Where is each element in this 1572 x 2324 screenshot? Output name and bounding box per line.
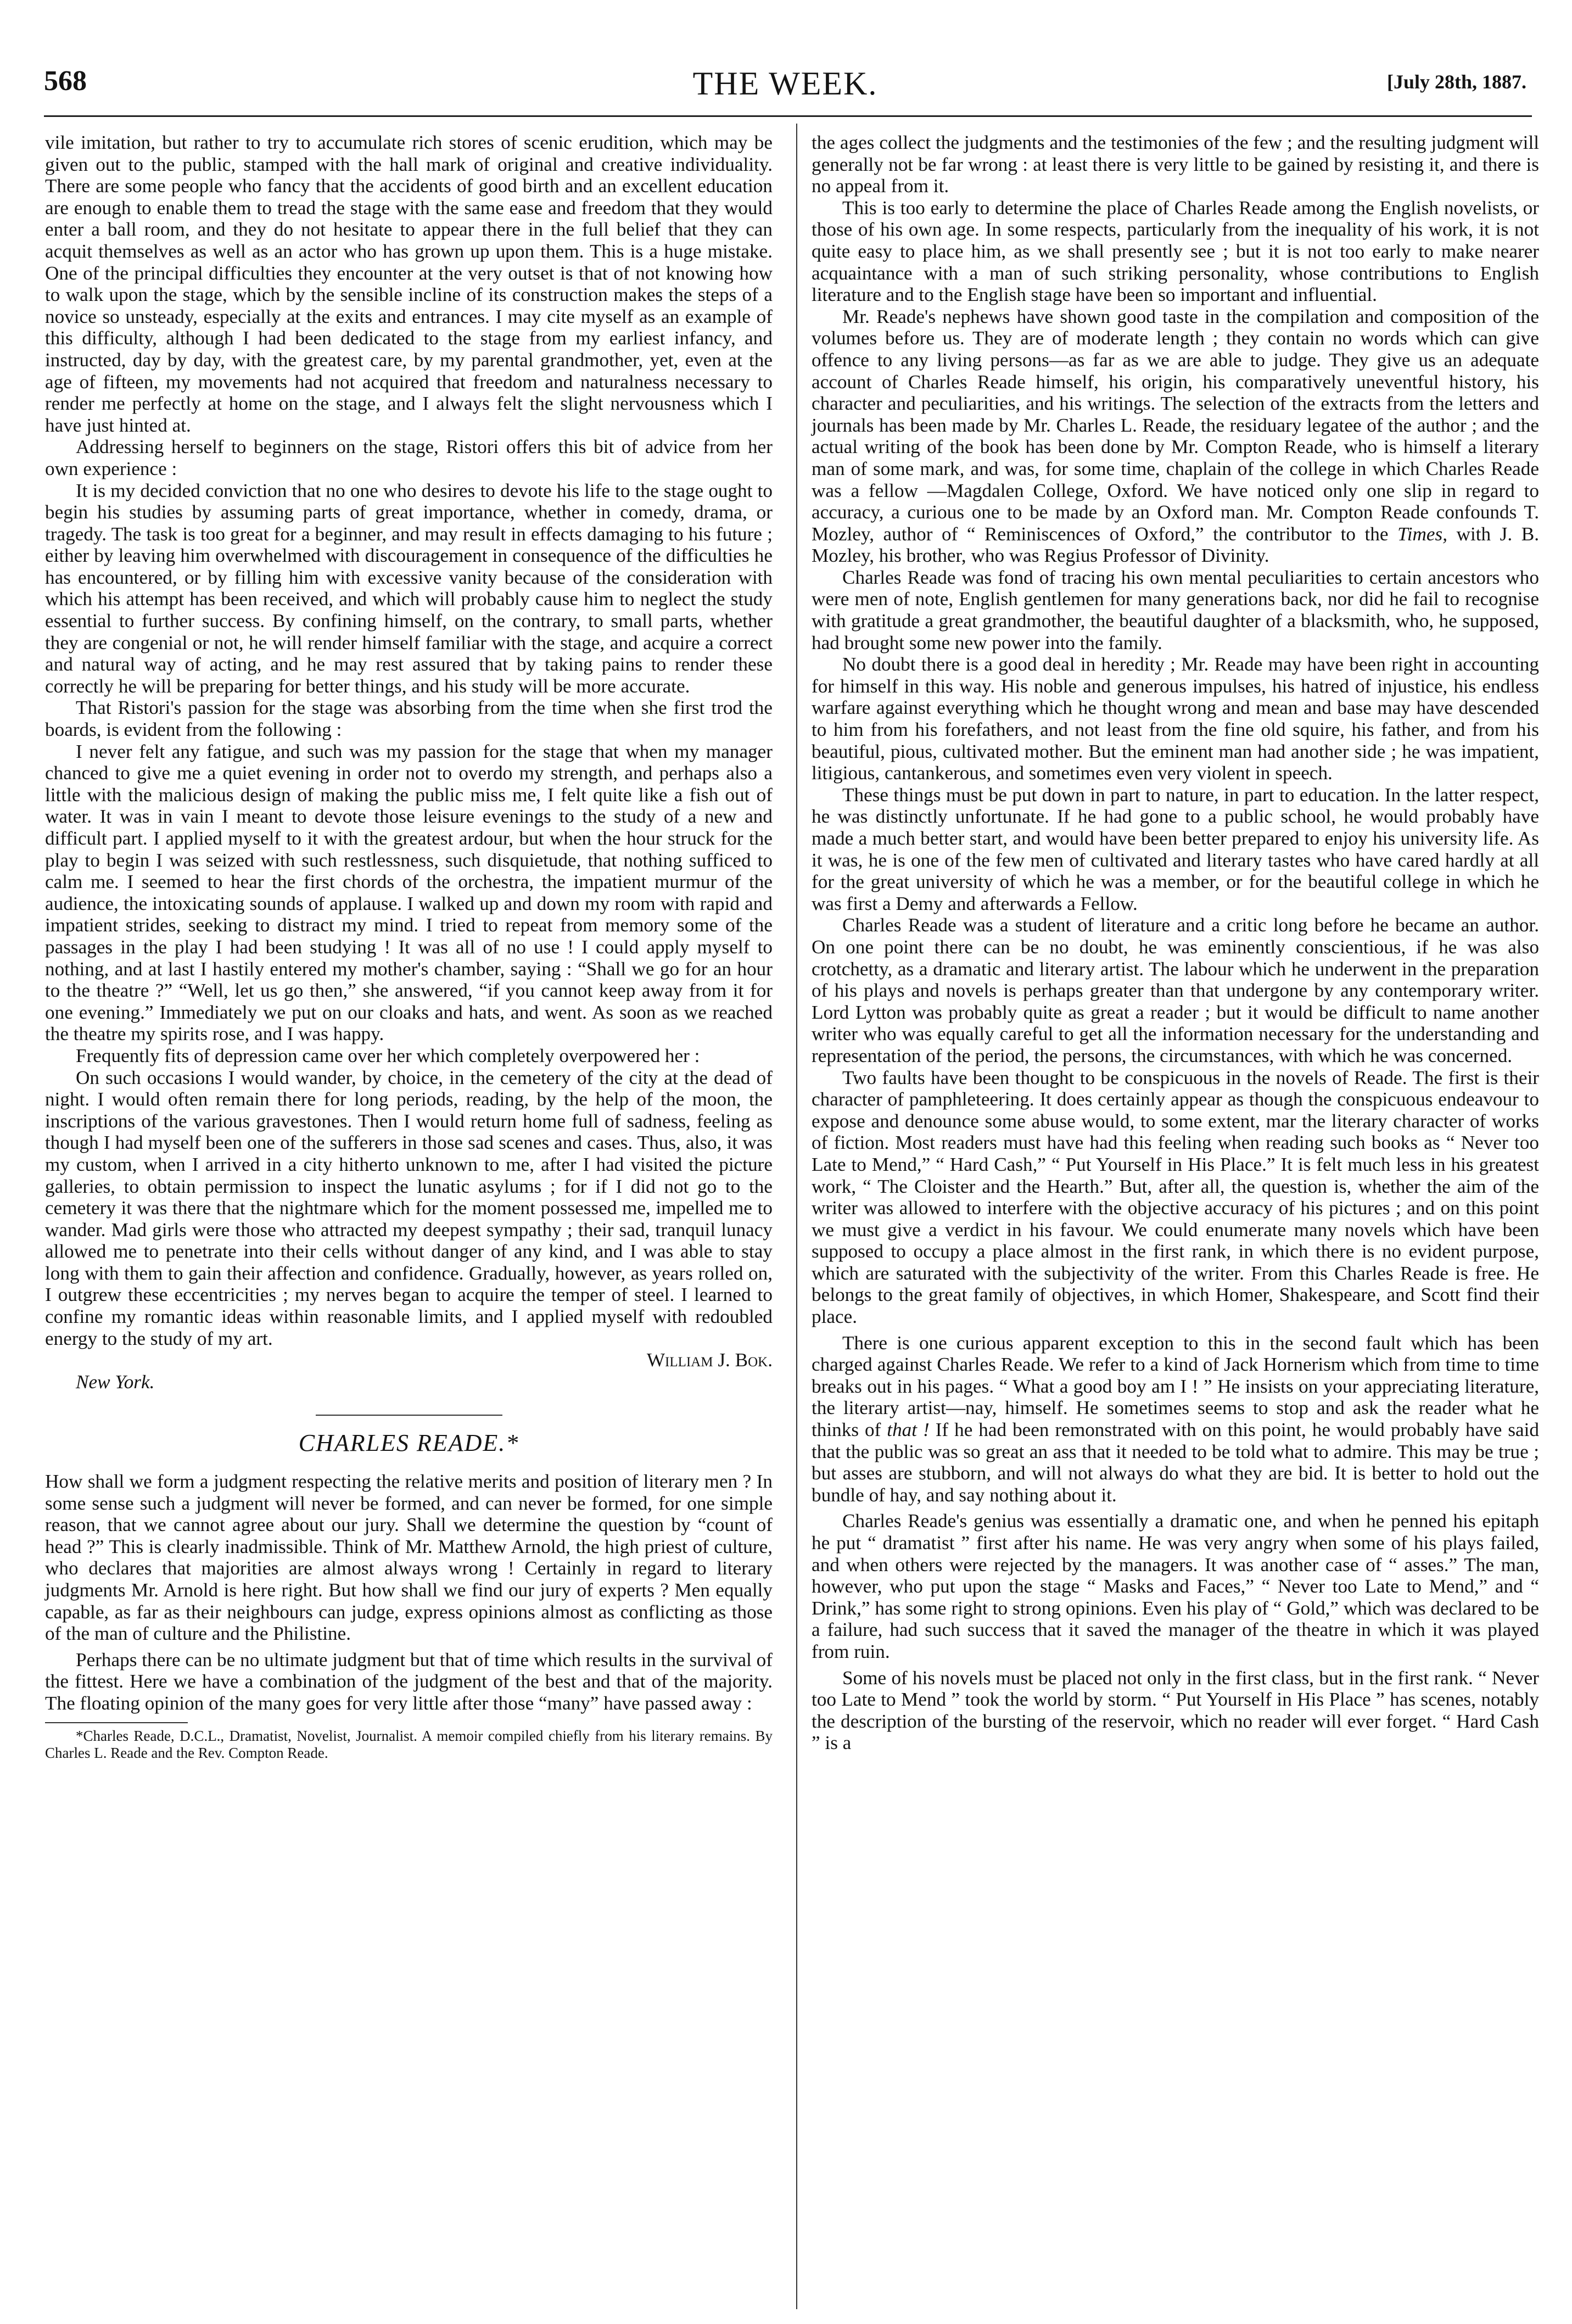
paragraph: Frequently fits of depression came over her which completely overpowered her :: [76, 1044, 700, 1066]
header-rule: [44, 115, 1532, 117]
italic-word: that !: [887, 1419, 930, 1441]
section-rule: [316, 1415, 502, 1416]
article-title: CHARLES READE.*: [298, 1429, 519, 1457]
author-signature: William J. Bok.: [646, 1349, 773, 1371]
footnote: *Charles Reade, D.C.L., Dramatist, Novelist, Journalist. A memoir compiled chiefly from his literary remains. By Charles L. Reade and the Rev. Compton Reade.: [45, 1727, 773, 1761]
text-run: There is one curious apparent exception to this in the second fault which has been charged against Charles Reade. We refer to a kind of Jack Hornerism which from time to time breaks out in his pages. “ What a good boy am I ! ” He insists on your appreciating literature, the literary artist—nay, himself. He sometimes seems to stop and ask the reader what he thinks of: [812, 1332, 1539, 1441]
paragraph: Charles Reade was a student of literature and a critic long before he became an author. On one point there can be no doubt, he was eminently conscientious, if he was also crotchetty, as a dramatic and literary artist. The labour which he underwent in the preparation of his plays and novels is perhaps greater than that undergone by any contemporary writer. Lord Lytton was probably quite as great a reader ; but it would be difficult to name another writer who was equally careful to get all the information necessary for the understanding and representation of the period, the persons, the circumstances, with which he was concerned.: [812, 914, 1539, 1066]
text-run: with J. B. Mozley, his brother, who was Regius Professor of Divinity.: [812, 523, 1539, 567]
signature-line: [45, 1349, 773, 1371]
paragraph: [812, 1332, 1539, 1506]
quoted-paragraph: I never felt any fatigue, and such was my passion for the stage that when my manager chanced to give me a quiet evening in order not to overdo my strength, and perhaps also a little with the malicious design of making the public miss me, I felt quite like a fish out of water. It was in vain I meant to devote those leisure evenings to the study of a new and difficult part. I applied myself to it with the greatest ardour, but when the hour struck for the play to begin I was seized with such restlessness, such disquietude, that nothing sufficed to calm me. I seemed to hear the first chords of the orchestra, the impatient murmur of the audience, the intoxicating sounds of applause. I walked up and down my room with rapid and impatient strides, seeking to distract my mind. I tried to repeat from memory some of the passages in the play I had been studying ! It was all of no use ! I could apply myself to nothing, and at last I hastily entered my mother's chamber, saying : “Shall we go for an hour to the theatre ?” “Well, let us go then,” she answered, “if you cannot keep away from it for one evening.” Immediately we put on our cloaks and hats, and went. As soon as we reached the theatre my spirits rose, and I was happy.: [45, 740, 773, 1045]
column-divider: [796, 124, 797, 2309]
paragraph: Perhaps there can be no ultimate judgment but that of time which results in the survival of the fittest. Here we have a combination of the judgment of the best and that of the majority. The floating opinion of the many goes for very little after those “many” have passed away :: [45, 1649, 773, 1714]
paragraph: That Ristori's passion for the stage was absorbing from the time when she first trod the boards, is evident from the following :: [45, 697, 773, 741]
paragraph: Charles Reade's genius was essentially a dramatic one, and when he penned his epitaph he put “ dramatist ” first after his name. He was very angry when some of his plays failed, and when others were rejected by the managers. It was another case of “ asses.” The man, however, who put upon the stage “ Masks and Faces,” “ Never too Late to Mend,” and “ Drink,” has some right to strong opinions. Even his play of “ Gold,” which was declared to be a failure, had such success that it saved the manager of the theatre in which it was played from ruin.: [812, 1510, 1539, 1662]
paragraph: Some of his novels must be placed not only in the first class, but in the first rank. “ Never too Late to Mend ” took the world by storm. “ Put Yourself in His Place ” has scenes, notably the description of the bursting of the reservoir, which no reader will ever forget. “ Hard Cash ” is a: [812, 1667, 1539, 1754]
signature-place: New York.: [76, 1371, 155, 1393]
paragraph: No doubt there is a good deal in heredity ; Mr. Reade may have been right in accounting for himself in this way. His noble and generous impulses, his hatred of injustice, his endless warfare against everything which he thought wrong and mean and base may have descended to him from his forefathers, and not least from the fine old squire, his father, and from his beautiful, pious, cultivated mother. But the eminent man had another side ; he was impatient, litigious, cantankerous, and sometimes even very violent in speech.: [812, 653, 1539, 784]
paragraph: Addressing herself to beginners on the stage, Ristori offers this bit of advice from her own experience :: [45, 436, 773, 479]
text-run: If he had been remonstrated with on this point, he would probably have said that the public was so great an ass that it needed to be told what to admire. This may be true ; but asses are stubborn, and will not always do what they are bid. It is better to hold out the bundle of hay, and say nothing about it.: [812, 1419, 1540, 1506]
italic-title: Times,: [1397, 523, 1447, 545]
paragraph: [812, 306, 1539, 567]
paragraph: Two faults have been thought to be conspicuous in the novels of Reade. The first is their character of pamphleteering. It does certainly appear as though the conspicuous endeavour to expose and denounce some abuse would, to some extent, mar the literary character of works of fiction. Most readers must have had this feeling when reading such books as “ Never too Late to Mend,” “ Hard Cash,” “ Put Yourself in His Place.” It is felt much less in his greatest work, “ The Cloister and the Hearth.” But, after all, the question is, whether the aim of the writer was allowed to interfere with the objective accuracy of his pictures ; and on this point we must give a verdict in his favour. We could enumerate many novels which have been supposed to occupy a place almost in the first rank, in which there is no evident purpose, which are saturated with the subjectivity of the writer. From this Charles Reade is free. He belongs to the great family of objectives, in which Homer, Shakespeare, and Scott find their place.: [812, 1066, 1539, 1328]
quoted-paragraph: It is my decided conviction that no one who desires to devote his life to the stage ought to begin his studies by assuming parts of great importance, whether in comedy, drama, or tragedy. The task is too great for a beginner, and may result in effects damaging to his future ; either by leaving him overwhelmed with discouragement in consequence of the difficulties he has encountered, or by filling him with excessive vanity because of the consideration with which his attempt has been received, and which will probably cause him to neglect the study essential to further success. By confining himself, on the contrary, to small parts, whether they are congenial or not, he will render himself familiar with the stage, and acquire a correct and natural way of acting, and he may rest assured that by taking pains to render these correctly he will be preparing for better things, and his study will be more accurate.: [45, 479, 773, 697]
paragraph: These things must be put down in part to nature, in part to education. In the latter respect, he was distinctly unfortunate. If he had gone to a public school, he would probably have made a much better start, and would have been better prepared to enjoy his university life. As it was, he is one of the few men of cultivated and literary tastes who have cared hardly at all for the great university of which he was a member, or for the beautiful college in which he was first a Demy and afterwards a Fellow.: [812, 784, 1539, 914]
right-column: [812, 132, 1539, 1754]
issue-date: [July 28th, 1887.: [1386, 71, 1526, 93]
text-run: Mr. Reade's nephews have shown good taste in the compilation and composition of the volumes before us. They are of moderate length ; they contain no words which can give offence to any living persons—as far as we are able to judge. They give us an adequate account of Charles Reade himself, his origin, his comparatively uneventful history, his character and peculiarities, and his writings. The selection of the extracts from the letters and journals has been made by Mr. Charles L. Reade, the residuary legatee of the author ; and the actual writing of the book has been done by Mr. Compton Reade, who is himself a literary man of some mark, and was, for some time, chaplain of the college in which Charles Reade was a fellow —Magdalen College, Oxford. We have noticed only one slip in regard to accuracy, a curious one to be made by an Oxford man. Mr. Compton Reade confounds T. Mozley, author of “ Reminiscences of Oxford,” the contributor to the: [812, 305, 1539, 545]
footnote-rule: [45, 1722, 188, 1723]
quoted-paragraph: On such occasions I would wander, by choice, in the cemetery of the city at the dead of night. I would often remain there for long periods, reading, by the help of the moon, the inscriptions of the various gravestones. Then I would return home full of sadness, feeling as though I had myself been one of the sufferers in those sad scenes and cases. Thus, also, it was my custom, when I arrived in a city hitherto unknown to me, after I had visited the picture galleries, to obtain permission to inspect the lunatic asylums ; for if I did not go to the cemetery it was there that the nightmare which for the moment possessed me, impelled me to wander. Mad girls were those who attracted my deepest sympathy ; their sad, tranquil lunacy allowed me to penetrate into their cells without danger of any kind, and I was able to stay long with them to gain their affection and confidence. Gradually, however, as years rolled on, I outgrew these eccentricities ; my nerves began to acquire the temper of steel. I learned to confine my romantic ideas within reasonable limits, and I applied myself with redoubled energy to the study of my art.: [45, 1066, 773, 1349]
paragraph: This is too early to determine the place of Charles Reade among the English novelists, or those of his own age. In some respects, particularly from the inequality of his work, it is not quite easy to place him, as we shall presently see ; but it is not too early to make nearer acquaintance with a man of such striking personality, whose contributions to English literature and to the English stage have been so important and influential.: [812, 197, 1539, 306]
paragraph: How shall we form a judgment respecting the relative merits and position of literary men ? In some sense such a judgment will never be formed, and can never be formed, for one simple reason, that we cannot agree about our jury. Shall we determine the question by “count of head ?” This is clearly inadmissible. Think of Mr. Matthew Arnold, the high priest of culture, who declares that majorities are almost always wrong ! Certainly in regard to literary judgments Mr. Arnold is here right. But how shall we find our jury of experts ? Men equally capable, as far as their neighbours can judge, express opinions almost as conflicting as those of the man of culture and the Philistine.: [45, 1471, 773, 1645]
page-header: [44, 65, 1526, 114]
paragraph: vile imitation, but rather to try to accumulate rich stores of scenic erudition, which may be given out to the public, stamped with the hall mark of original and creative individuality. There are some people who fancy that the accidents of good birth and an excellent education are enough to enable them to tread the stage with the same ease and freedom that they would enter a ball room, and they do not hesitate to appear there in the full belief that they can acquit themselves as well as an actor who has grown up upon them. This is a huge mistake. One of the principal difficulties they encounter at the very outset is that of not knowing how to walk upon the stage, which by the sensible incline of its construction makes the steps of a novice so unsteady, especially at the exits and entrances. I may cite myself as an example of this difficulty, although I had been dedicated to the stage from my earliest infancy, and instructed, day by day, with the greatest care, by my parental grandmother, yet, even at the age of fifteen, my movements had not acquired that freedom and naturalness necessary to render me perfectly at home on the stage, and I always felt the slight nervousness which I have just hinted at.: [45, 132, 773, 436]
masthead-title: THE WEEK.: [692, 65, 878, 102]
paragraph: Charles Reade was fond of tracing his own mental peculiarities to certain ancestors who were men of note, English gentlemen for many generations back, nor did he fail to recognise with gratitude a great grandmother, the beautiful daughter of a blacksmith, who, he supposed, had brought some new power into the family.: [812, 566, 1539, 653]
paragraph: the ages collect the judgments and the testimonies of the few ; and the resulting judgment will generally not be far wrong : at least there is very little to be gained by resisting it, and there is no appeal from it.: [812, 132, 1539, 197]
page-number: 568: [44, 65, 87, 97]
left-column: [45, 132, 773, 1762]
